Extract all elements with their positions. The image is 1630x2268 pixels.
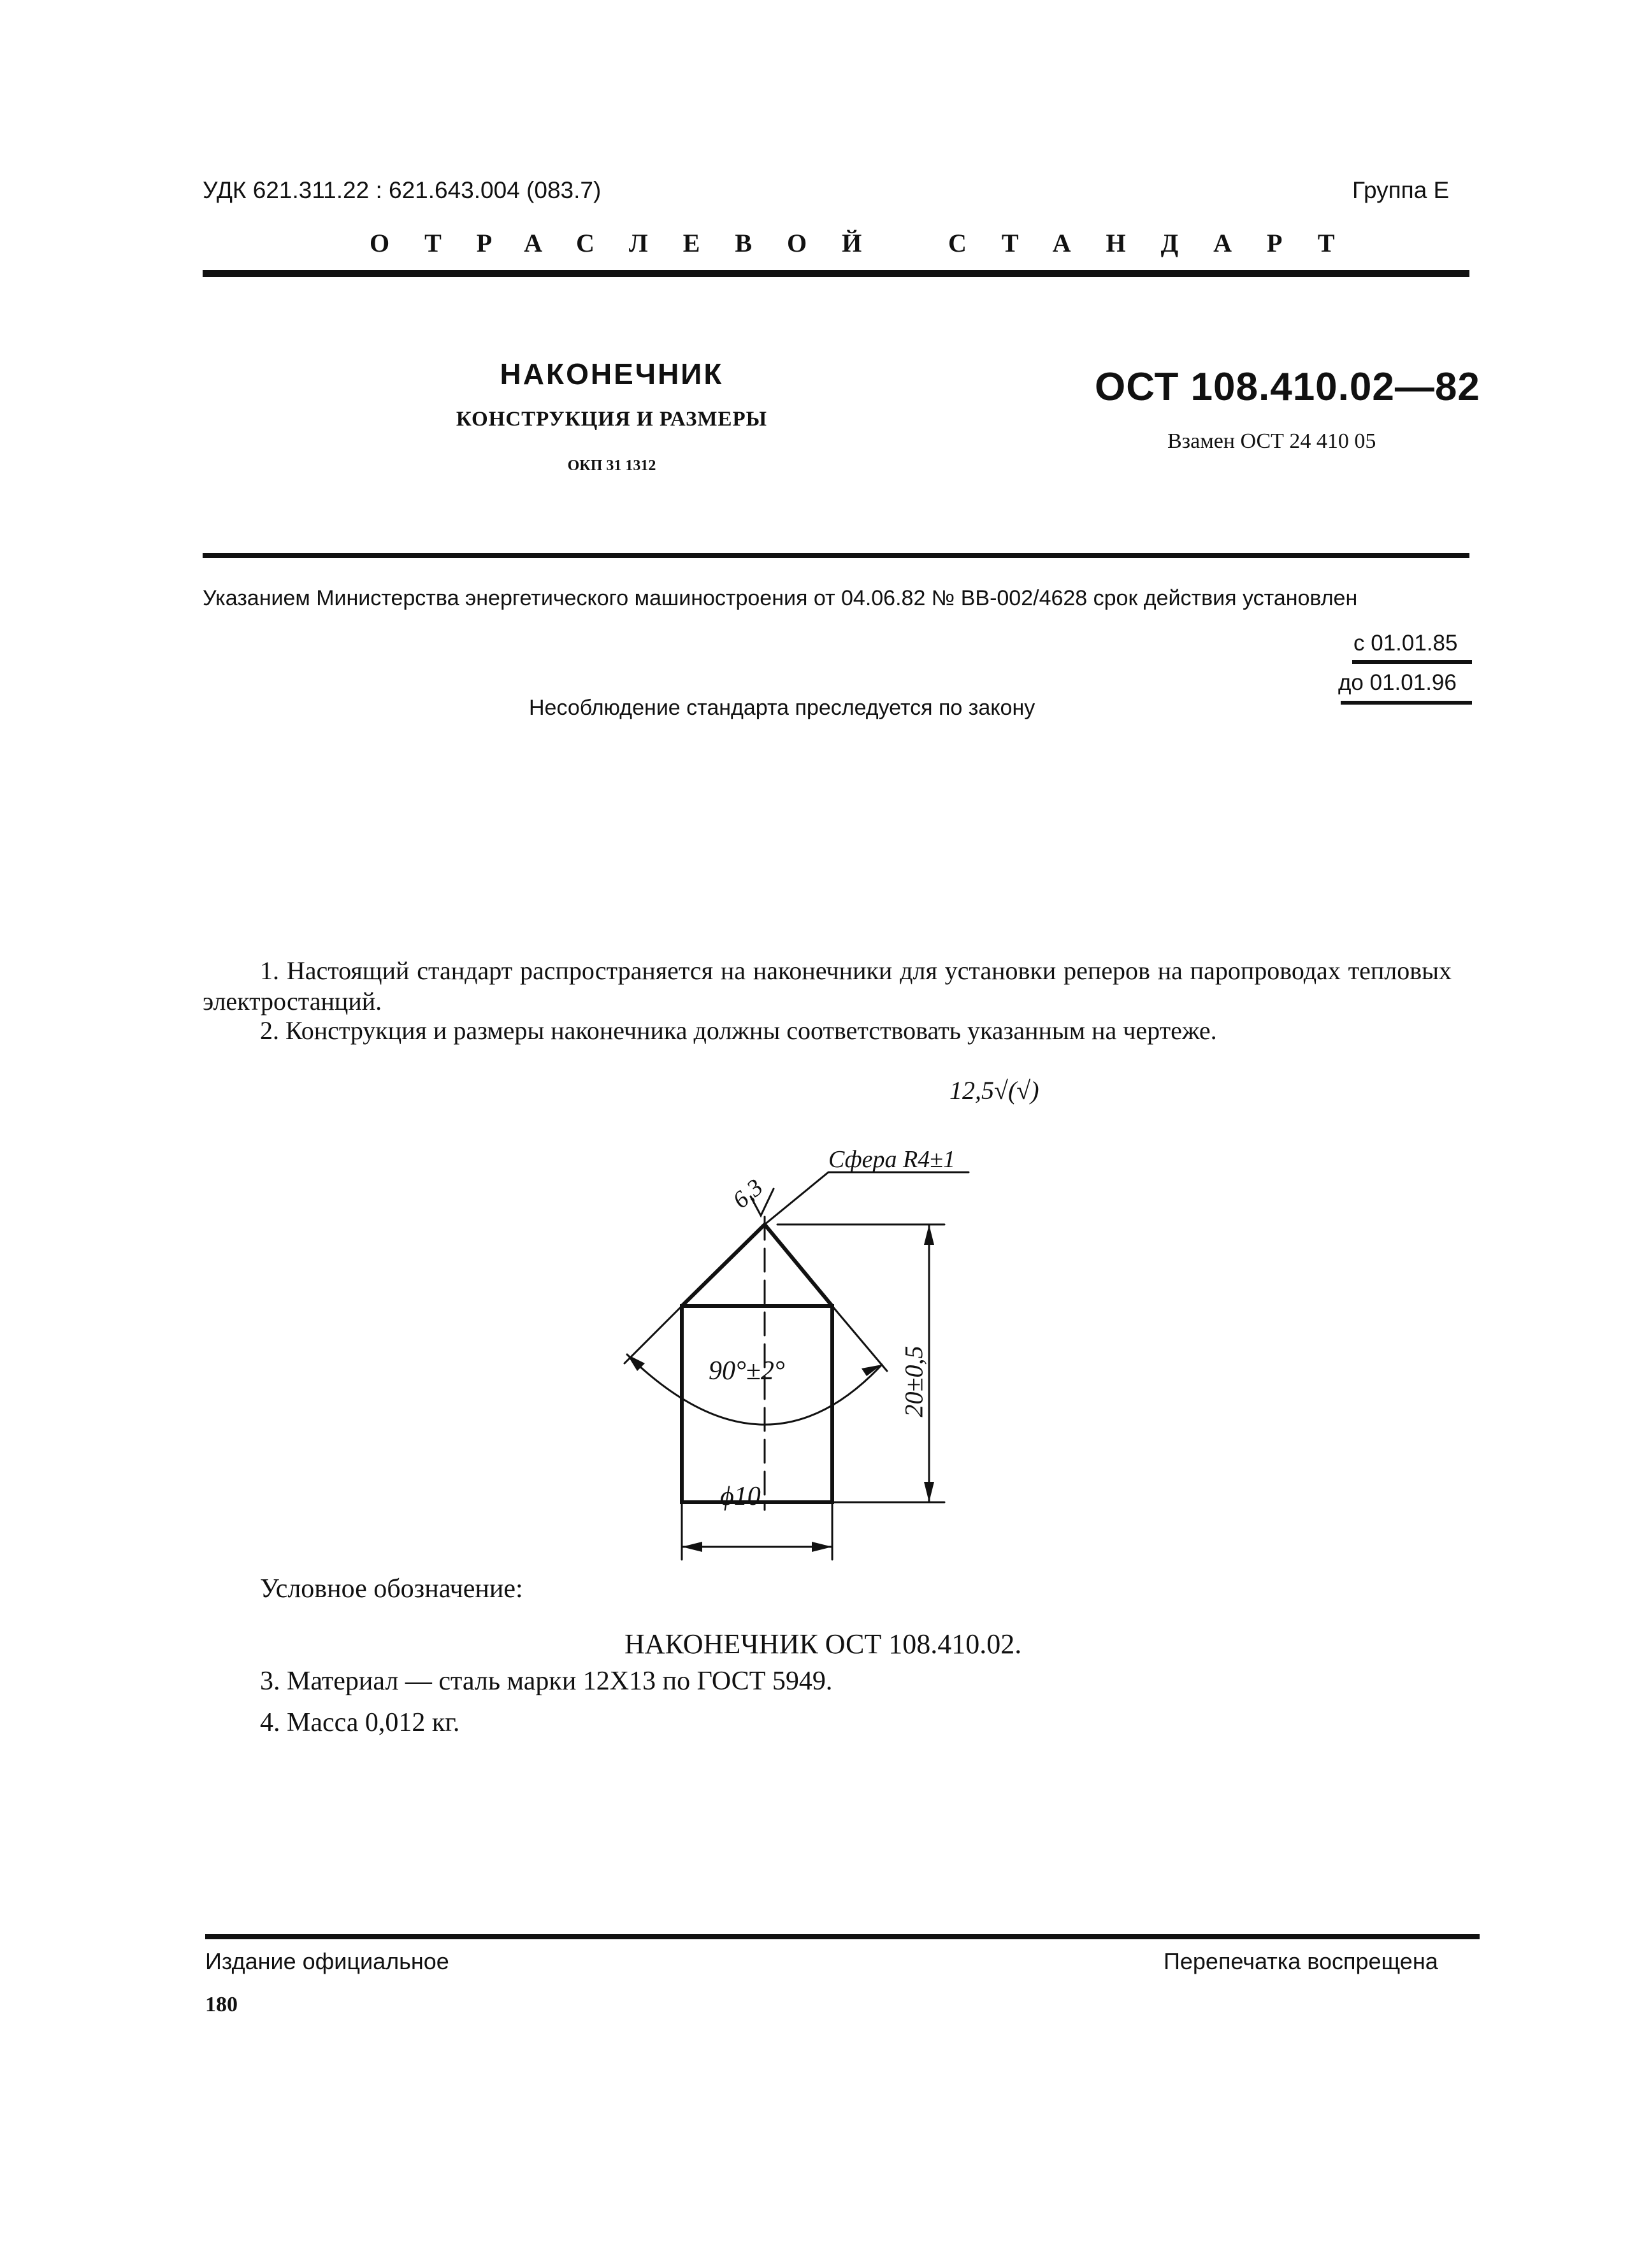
official-edition-note: Издание официальное [205,1948,449,1974]
banner-word-industry: ОТРАСЛЕВОЙ [370,229,897,257]
replaces-note: Взамен ОСТ 24 410 05 [1167,429,1376,453]
general-roughness-label [949,1075,1039,1105]
diameter-arrow-right [812,1542,832,1552]
diameter-arrow-left [682,1542,702,1552]
validity-order: Указанием Министерства энергетического машиностроения от 04.06.82 № ВВ-002/4628 срок действия установлен [203,586,1358,610]
paragraph-material: 3. Материал — сталь марки 12Х13 по ГОСТ 5949. [260,1667,833,1696]
banner-word-standard: СТАНДАРТ [948,229,1370,257]
height-arrow-top [924,1224,934,1245]
designation-example: НАКОНЕЧНИК ОСТ 108.410.02. [624,1628,1022,1660]
diameter-dimension-label: ϕ10 [720,1482,761,1511]
reprint-prohibited-note: Перепечатка воспрещена [1164,1948,1438,1974]
paragraph-design: 2. Конструкция и размеры наконечника должны соответствовать указанным на чертеже. [260,1016,1217,1045]
group-code: Группа Е [1352,177,1450,203]
validity-date-to: до 01.01.96 [1338,670,1457,695]
udk-code: УДК 621.311.22 : 621.643.004 (083.7) [203,177,602,203]
roughness-value: 12,5 [949,1076,994,1105]
sphere-label: Сфера R4±1 [828,1146,956,1173]
angle-dimension-label: 90°±2° [709,1356,785,1386]
angle-extension-right [832,1306,887,1371]
document-title: НАКОНЕЧНИК [500,357,724,391]
page-number: 180 [205,1993,238,2016]
paragraph-mass: 4. Масса 0,012 кг. [260,1708,460,1737]
noncompliance-note: Несоблюдение стандарта преследуется по закону [529,696,1035,720]
height-arrow-bottom [924,1482,934,1502]
cone-roughness-label: 6,3 [728,1173,768,1214]
sphere-leader-line [765,1172,969,1224]
designation-label: Условное обозначение: [260,1574,523,1604]
roughness-symbol: √(√) [994,1076,1039,1105]
height-dimension-label: 20±0,5 [899,1346,928,1418]
standard-number: ОСТ 108.410.02—82 [1095,365,1480,409]
document-subtitle: КОНСТРУКЦИЯ И РАЗМЕРЫ [456,408,768,431]
tip-cone-outline [682,1224,832,1306]
footer-rule [205,1934,1480,1939]
paragraph-scope: 1. Настоящий стандарт распространяется на наконечники для установки реперов на паропроводах тепловых электростанций. [203,956,1452,1016]
okp-code: ОКП 31 1312 [567,457,656,474]
tip-body-outline [682,1306,832,1502]
validity-date-from: с 01.01.85 [1353,631,1458,656]
angle-extension-left [624,1306,682,1363]
